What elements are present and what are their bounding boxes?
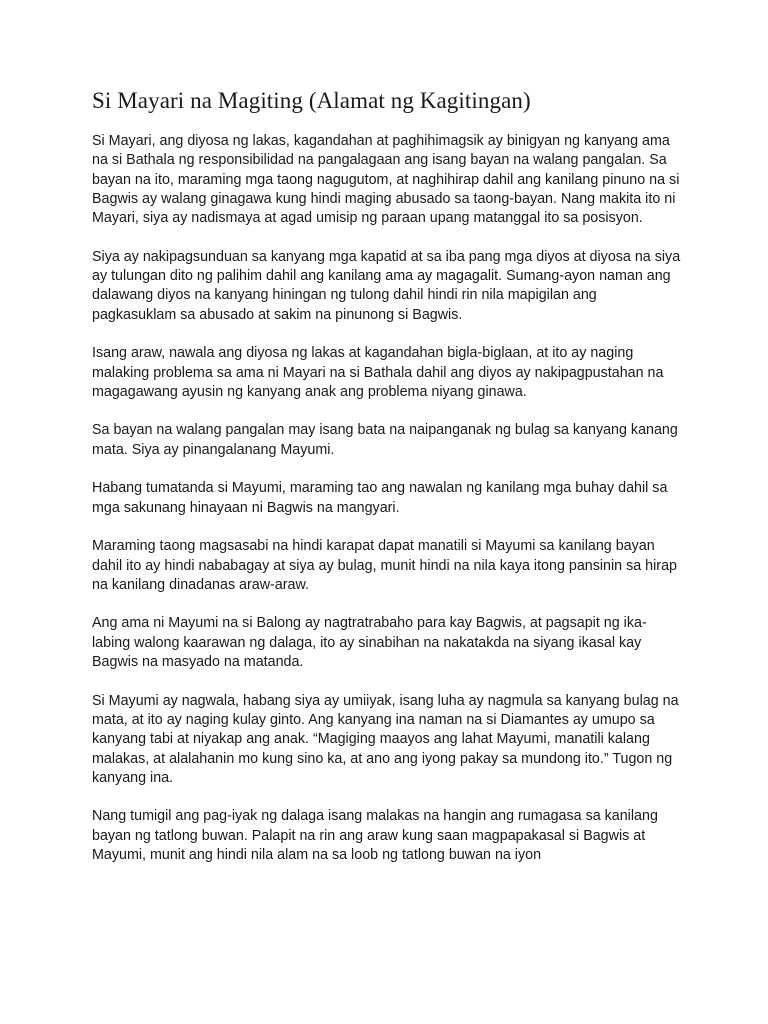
paragraph-3: Isang araw, nawala ang diyosa ng lakas at kagandahan bigla-biglaan, at ito ay naging malaking problema sa ama ni Mayari na si Bathala dahil ang diyos ay nakipagpustahan na magagawang ayusin ng kanyang anak ang problema niyang ginawa.: [92, 345, 664, 400]
document-body: [92, 86, 682, 885]
paragraph-6: Maraming taong magsasabi na hindi karapat dapat manatili si Mayumi sa kanilang bayan dahil ito ay hindi nababagay at siya ay bulag, munit hindi na nila kaya itong pansinin sa hirap na kanilang dinadanas araw-araw.: [92, 538, 677, 593]
paragraph-1: Si Mayari, ang diyosa ng lakas, kagandahan at paghihimagsik ay binigyan ng kanyang ama na si Bathala ng responsibilidad na pangalagaan ang isang bayan na walang pangalan. Sa bayan na ito, maraming mga taong nagugutom, at naghihirap dahil ang kanilang pinuno na si Bagwis ay walang ginagawa kung hindi maging abusado sa taong-bayan. Nang makita ito ni Mayari, siya ay nadismaya at agad umisip ng paraan upang matanggal ito sa posisyon.: [92, 133, 680, 227]
paragraph-9: Nang tumigil ang pag-iyak ng dalaga isang malakas na hangin ang rumagasa sa kanilang bayan ng tatlong buwan. Palapit na rin ang araw kung saan magpapakasal si Bagwis at Mayumi, munit ang hindi nila alam na sa loob ng tatlong buwan na iyon: [92, 808, 658, 863]
paragraph-5: Habang tumatanda si Mayumi, maraming tao ang nawalan ng kanilang mga buhay dahil sa mga sakunang hinayaan ni Bagwis na mangyari.: [92, 480, 668, 516]
document-title: Si Mayari na Magiting (Alamat ng Kagitingan): [92, 88, 531, 113]
paragraph-8: Si Mayumi ay nagwala, habang siya ay umiiyak, isang luha ay nagmula sa kanyang bulag na mata, at ito ay naging kulay ginto. Ang kanyang ina naman na si Diamantes ay umupo sa kanyang tabi at niyakap ang anak. “Magiging maayos ang lahat Mayumi, manatili kalang malakas, at alalahanin mo kung sino ka, at ano ang iyong pakay sa mundong ito.” Tugon ng kanyang ina.: [92, 692, 679, 786]
paragraph-7: Ang ama ni Mayumi na si Balong ay nagtratrabaho para kay Bagwis, at pagsapit ng ika-labing walong kaarawan ng dalaga, ito ay sinabihan na nakatakda na siyang ikasal kay Bagwis na masyado na matanda.: [92, 615, 647, 671]
paragraph-4: Sa bayan na walang pangalan may isang bata na naipanganak ng bulag sa kanyang kanang mata. Siya ay pinangalanang Mayumi.: [92, 422, 678, 458]
paragraph-2: Siya ay nakipagsunduan sa kanyang mga kapatid at sa iba pang mga diyos at diyosa na siya ay tulungan dito ng palihim dahil ang kanilang ama ay magagalit. Sumang-ayon naman ang dalawang diyos na kanyang hiningan ng tulong dahil hindi rin nila mapigilan ang pagkasuklam sa abusado at sakim na pinunong si Bagwis.: [92, 248, 681, 323]
